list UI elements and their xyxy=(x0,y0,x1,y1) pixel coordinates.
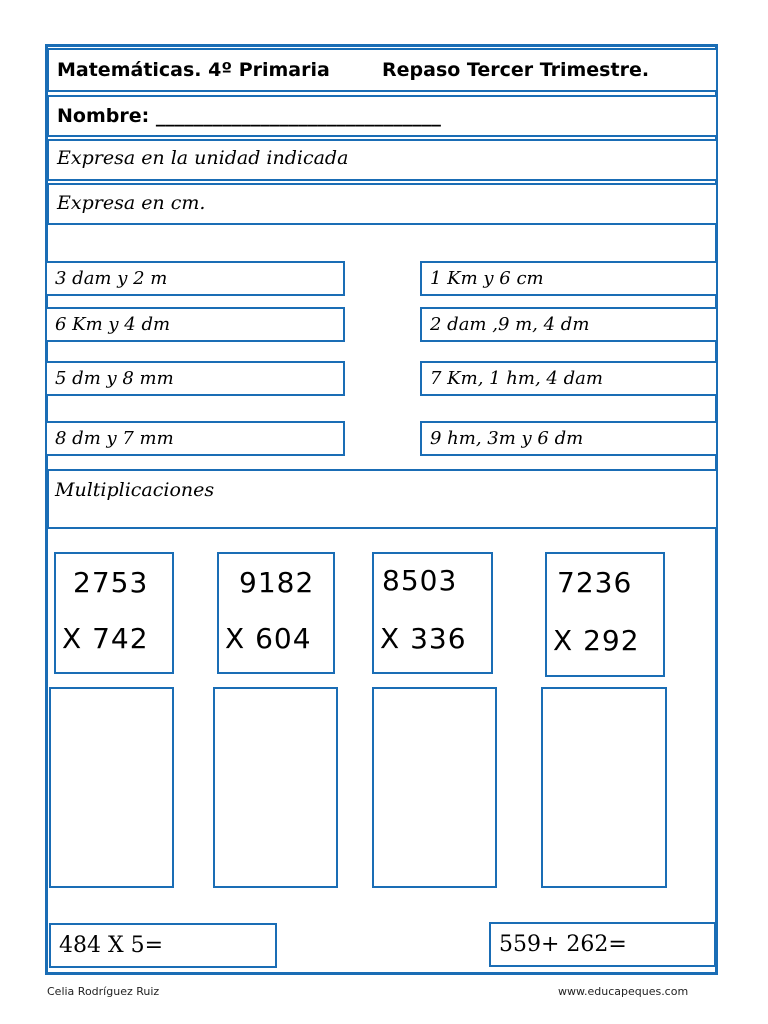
multiplier: X 742 xyxy=(62,622,149,655)
conversion-label: 6 Km y 4 dm xyxy=(55,314,171,335)
multiplier: X 292 xyxy=(553,624,640,657)
multiplicand: 2753 xyxy=(73,566,149,599)
multiplier: X 604 xyxy=(225,622,312,655)
conversion-label: 7 Km, 1 hm, 4 dam xyxy=(430,368,603,389)
answer-box-4[interactable] xyxy=(541,687,667,888)
multiplications-header-box xyxy=(47,469,718,529)
author-credit: Celia Rodríguez Ruiz xyxy=(47,985,160,998)
conversion-box-2[interactable] xyxy=(420,261,718,296)
answer-box-1[interactable] xyxy=(49,687,174,888)
extra-right-text: 559+ 262= xyxy=(499,932,627,957)
conversion-label: 5 dm y 8 mm xyxy=(55,368,174,389)
multiplication-problem-1 xyxy=(54,552,174,674)
conversion-label: 9 hm, 3m y 6 dm xyxy=(430,428,584,449)
conversion-box-6[interactable] xyxy=(420,361,718,396)
instruction-text: Expresa en la unidad indicada xyxy=(57,147,349,169)
topic-title: Repaso Tercer Trimestre. xyxy=(382,59,650,81)
name-box xyxy=(47,95,718,137)
unit-prompt-text: Expresa en cm. xyxy=(57,192,206,214)
multiplicand: 7236 xyxy=(557,566,633,599)
multiplier: X 336 xyxy=(380,622,467,655)
unit-prompt-box xyxy=(47,183,718,225)
conversion-box-1[interactable] xyxy=(45,261,345,296)
subject-title: Matemáticas. 4º Primaria xyxy=(57,59,330,81)
website-link[interactable]: www.educapeques.com xyxy=(558,985,689,998)
extra-exercise-left[interactable] xyxy=(49,923,277,968)
conversion-label: 1 Km y 6 cm xyxy=(430,268,544,289)
title-box xyxy=(47,48,718,92)
multiplicand: 8503 xyxy=(382,564,458,597)
conversion-box-3[interactable] xyxy=(45,307,345,342)
name-field[interactable]: Nombre: ______________________________ xyxy=(57,105,441,127)
conversion-label: 3 dam y 2 m xyxy=(55,268,168,289)
multiplication-problem-4 xyxy=(545,552,665,677)
conversion-label: 8 dm y 7 mm xyxy=(55,428,174,449)
multiplicand: 9182 xyxy=(239,566,315,599)
conversion-box-7[interactable] xyxy=(45,421,345,456)
multiplications-title: Multiplicaciones xyxy=(55,479,215,501)
conversion-box-8[interactable] xyxy=(420,421,718,456)
answer-box-3[interactable] xyxy=(372,687,497,888)
extra-left-text: 484 X 5= xyxy=(59,933,164,958)
conversion-box-4[interactable] xyxy=(420,307,718,342)
conversion-box-5[interactable] xyxy=(45,361,345,396)
multiplication-problem-3 xyxy=(372,552,493,674)
instruction-box xyxy=(47,139,718,181)
conversion-label: 2 dam ,9 m, 4 dm xyxy=(430,314,590,335)
multiplication-problem-2 xyxy=(217,552,335,674)
extra-exercise-right[interactable] xyxy=(489,922,716,967)
answer-box-2[interactable] xyxy=(213,687,338,888)
